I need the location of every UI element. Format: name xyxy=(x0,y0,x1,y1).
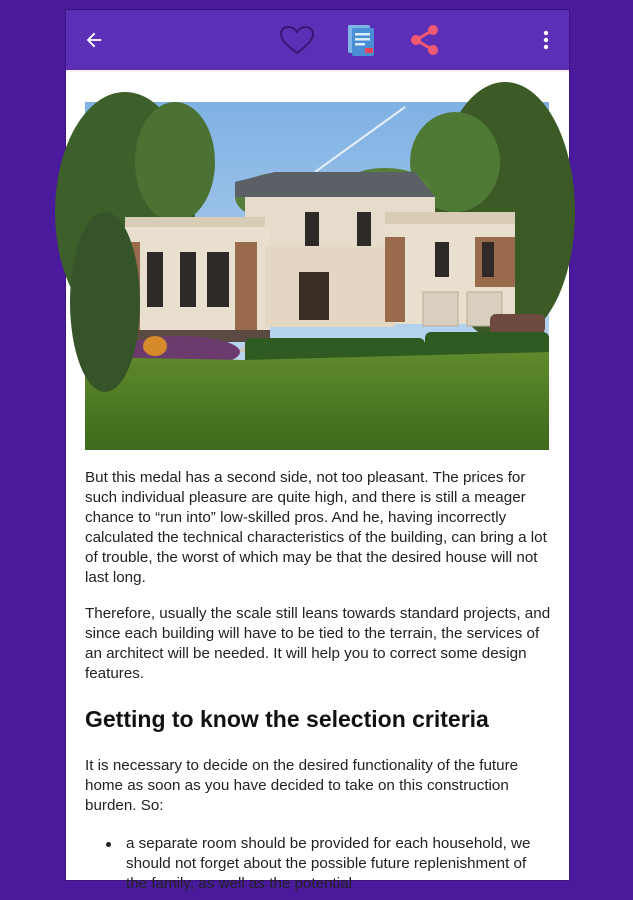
article-content[interactable] xyxy=(66,72,569,892)
app-screen xyxy=(66,10,569,892)
house-image xyxy=(85,102,549,450)
app-toolbar xyxy=(66,10,569,70)
list-item-text: a separate room should be provided for each household, we should not forget about the possible future replenishment of the family, as well as the potential xyxy=(126,835,531,892)
favorite-button[interactable] xyxy=(273,10,321,70)
section-heading: Getting to know the selection criteria xyxy=(85,706,489,732)
article-paragraph: But this medal has a second side, not too pleasant. The prices for such individual pleasure are quite high, and there is still a meager chance to “run into” low-skilled pros. And he, having incorrectly calculated the technical characteristics of the building, can bring a lot of trouble, the worst of which may be that the desired house will not last long. xyxy=(85,469,547,586)
overflow-menu-button[interactable] xyxy=(522,10,570,70)
article-paragraph: It is necessary to decide on the desired functionality of the future home as soon as you have decided to take on this construction burden. So: xyxy=(85,757,519,814)
share-button[interactable] xyxy=(401,10,449,70)
arrow-left-icon xyxy=(83,29,105,51)
article-paragraph: Therefore, usually the scale still leans towards standard projects, and since each building will have to be tied to the terrain, the services of an architect will be needed. It will help you to correct some design features. xyxy=(85,605,551,682)
document-icon xyxy=(343,22,379,58)
share-icon xyxy=(408,23,442,57)
heart-outline-icon xyxy=(279,25,315,55)
more-vertical-icon xyxy=(543,30,549,50)
notes-button[interactable] xyxy=(337,10,385,70)
bullet-dot xyxy=(106,842,111,847)
back-button[interactable] xyxy=(70,10,118,70)
